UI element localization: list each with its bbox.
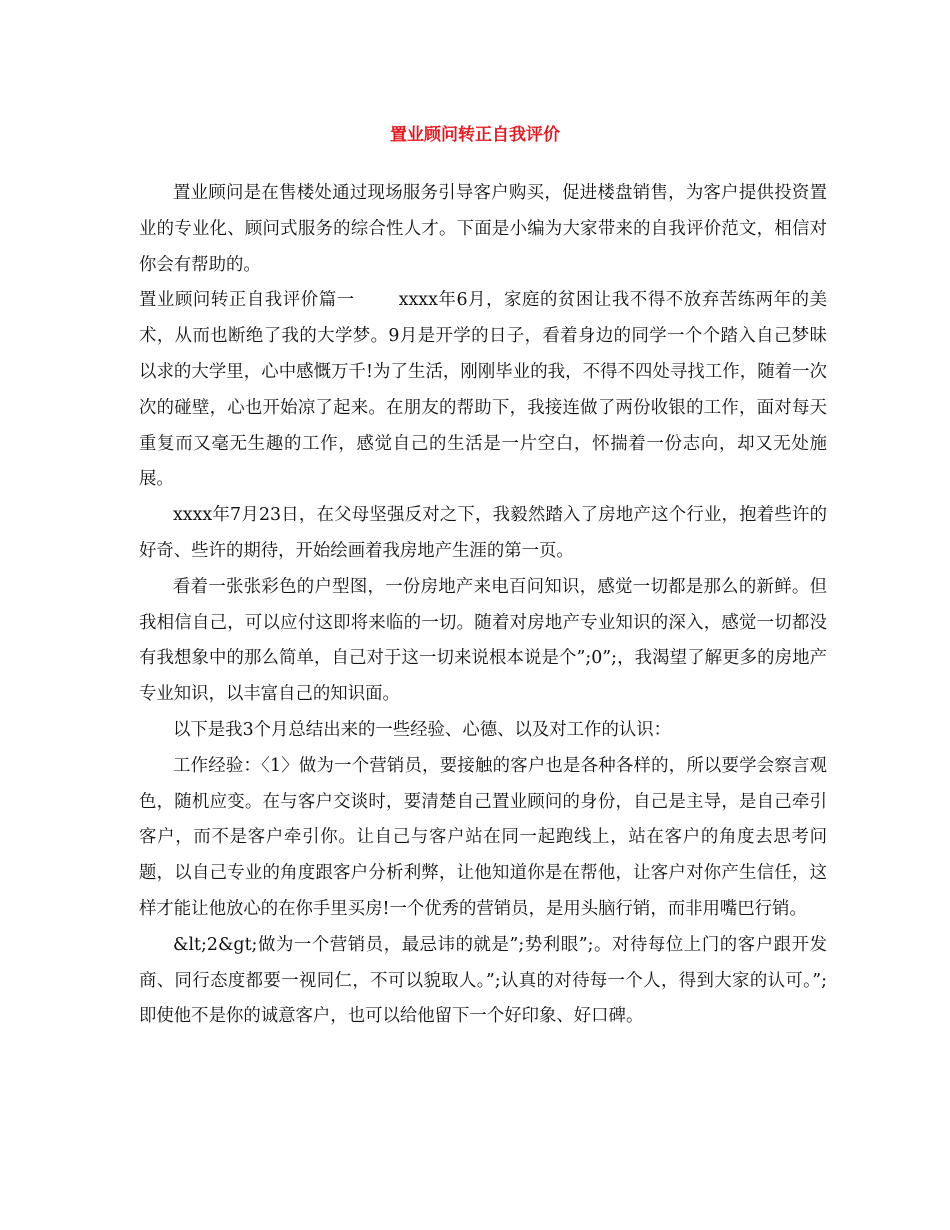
paragraph-intro: 置业顾问是在售楼处通过现场服务引导客户购买，促进楼盘销售，为客户提供投资置业的专业化、顾问式服务的综合性人才。下面是小编为大家带来的自我评价范文，相信对你会有帮助的。 — [139, 183, 827, 275]
paragraph-3: 看着一张张彩色的户型图，一份房地产来电百问知识，感觉一切都是那么的新鲜。但我相信自己，可以应付这即将来临的一切。随着对房地产专业知识的深入，感觉一切都没有我想象中的那么简单，自己对于这一切来说根本说是个”;0”;，我渴望了解更多的房地产专业知识，以丰富自己的知识面。 — [139, 576, 827, 705]
document-title: 置业顾问转正自我评价 — [390, 125, 560, 145]
document-body — [139, 176, 827, 1035]
paragraph-6: &lt;2&gt;做为一个营销员，最忌讳的就是”;势利眼”;。对待每位上门的客户跟开发商、同行态度都要一视同仁，不可以貌取人。”;认真的对待每一个人，得到大家的认可。”;即使他不是你的诚意客户，也可以给他留下一个好印象、好口碑。 — [139, 934, 827, 1027]
paragraph-1-text: xxxx年6月，家庭的贫困让我不得不放弃苦练两年的美术，从而也断绝了我的大学梦。9月是开学的日子，看着身边的同学一个个踏入自己梦昧以求的大学里，心中感慨万千!为了生活，刚刚毕业的我，不得不四处寻找工作，随着一次次的碰壁，心也开始凉了起来。在朋友的帮助下，我接连做了两份收银的工作，面对每天重复而又毫无生趣的工作，感觉自己的生活是一片空白，怀揣着一份志向，却又无处施展。 — [139, 290, 827, 490]
paragraph-2: xxxx年7月23日，在父母坚强反对之下，我毅然踏入了房地产这个行业，抱着些许的好奇、些许的期待，开始绘画着我房地产生涯的第一页。 — [139, 505, 827, 561]
paragraph-4: 以下是我3个月总结出来的一些经验、心德、以及对工作的认识： — [173, 719, 672, 740]
paragraph-section-1 — [139, 283, 827, 498]
paragraph-5: 工作经验：〈1〉做为一个营销员，要接触的客户也是各种各样的，所以要学会察言观色，随机应变。在与客户交谈时，要清楚自己置业顾问的身份，自己是主导，是自己牵引客户，而不是客户牵引你。让自己与客户站在同一起跑线上，站在客户的角度去思考问题，以自己专业的角度跟客户分析利弊，让他知道你是在帮他，让客户对你产生信任，这样才能让他放心的在你手里买房!一个优秀的营销员，是用头脑行销，而非用嘴巴行销。 — [139, 755, 827, 919]
section-heading: 置业顾问转正自我评价篇一 — [139, 290, 355, 311]
